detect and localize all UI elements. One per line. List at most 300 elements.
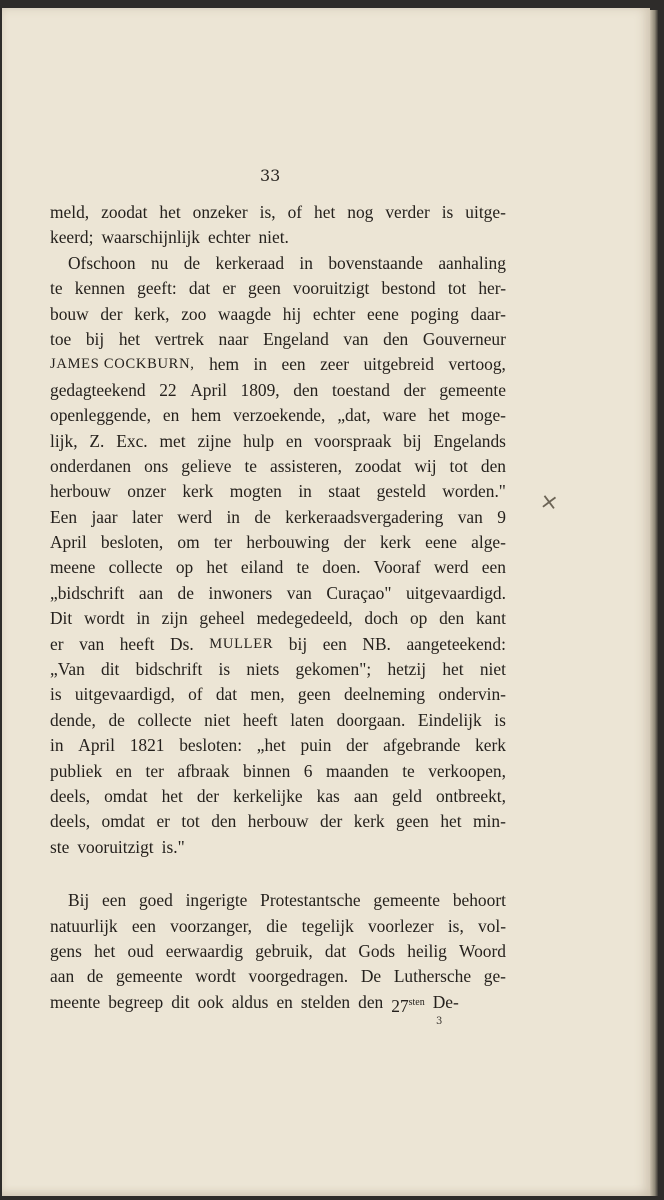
word: bij	[403, 430, 422, 451]
word: tot	[181, 811, 200, 832]
word: Ds.	[170, 633, 194, 654]
text-line	[50, 454, 506, 479]
paragraph-3	[50, 888, 506, 1015]
word: kerk	[182, 481, 214, 502]
word: te	[50, 278, 63, 299]
text-line	[50, 964, 506, 989]
word: 1821	[129, 735, 165, 756]
word: echter	[207, 227, 251, 248]
word: waarschijnlijk	[101, 227, 200, 248]
word: uitge-	[465, 202, 506, 222]
word: „dat,	[337, 405, 371, 426]
word: der	[343, 532, 366, 553]
text-line	[50, 682, 506, 707]
word: openleggende,	[50, 405, 151, 426]
text-line	[50, 200, 506, 225]
text-line	[50, 403, 506, 428]
word: geeft:	[137, 278, 177, 299]
word: bij	[85, 328, 105, 349]
word: de	[108, 709, 125, 730]
word: puin	[300, 735, 332, 756]
word: kerkelijke	[233, 785, 303, 806]
word: verder	[385, 202, 430, 222]
word: om	[177, 532, 200, 553]
word: afbraak	[177, 760, 230, 781]
word: Dit	[50, 608, 73, 629]
word: het	[314, 202, 336, 222]
word: meente	[50, 991, 101, 1012]
word: gekomen";	[295, 659, 372, 680]
word: nog	[347, 202, 374, 222]
word: in	[226, 506, 240, 527]
word: vol-	[477, 915, 506, 936]
word: de	[177, 582, 194, 603]
word: herbouw	[50, 481, 111, 502]
word: bouw	[50, 303, 89, 324]
word: eiland	[240, 557, 284, 578]
word: zoo	[181, 303, 207, 324]
text-line	[50, 581, 506, 606]
word: 27sten	[391, 990, 425, 1015]
word: hem	[191, 405, 222, 426]
word: herbouwing	[246, 532, 330, 553]
word: wordt	[83, 608, 125, 629]
word: de	[254, 506, 271, 527]
word: der	[320, 811, 343, 832]
word: gebruik,	[255, 940, 313, 961]
word: kas	[316, 785, 340, 806]
word: is	[218, 659, 231, 680]
word: gemeente	[373, 890, 441, 911]
word: natuurlijk	[50, 915, 118, 936]
word: is."	[161, 836, 185, 857]
word: het	[440, 811, 462, 832]
word: „Van	[50, 659, 85, 680]
word: deelneming	[343, 684, 426, 705]
page-edge	[650, 10, 658, 1196]
word: of	[287, 202, 303, 222]
word: kerk	[475, 735, 506, 756]
word: geen	[396, 811, 429, 832]
word: dat	[215, 684, 238, 705]
word: van	[343, 328, 369, 349]
word: doorgaan.	[336, 709, 406, 730]
word: aldus	[231, 991, 269, 1012]
text-line	[50, 733, 506, 758]
word: eene	[425, 532, 457, 553]
word: „bidschrift	[50, 582, 125, 603]
word: ware	[382, 405, 417, 426]
word: zoodat	[354, 455, 402, 476]
word: een	[281, 354, 306, 375]
word: toe	[50, 328, 72, 349]
word: bij	[288, 633, 308, 654]
word: dende,	[50, 709, 96, 730]
word: naar	[218, 328, 249, 349]
word: of	[188, 684, 203, 705]
word: gemeente	[439, 379, 506, 400]
word: een	[131, 915, 156, 936]
word: een	[102, 890, 127, 911]
text-line	[50, 835, 506, 860]
word: gesteld	[376, 481, 426, 502]
text-line	[50, 888, 506, 913]
word: maanden	[325, 760, 389, 781]
word: gedagteekend	[50, 379, 146, 400]
word: wij	[414, 455, 437, 476]
word: goed	[138, 890, 173, 911]
text-line	[50, 530, 506, 555]
text-line	[50, 990, 506, 1015]
word: dat	[188, 278, 211, 299]
word: jaar	[91, 506, 118, 527]
word: geen	[297, 684, 331, 705]
text-line	[50, 939, 506, 964]
word: het	[161, 785, 183, 806]
word: en	[115, 760, 133, 781]
word: op	[409, 608, 428, 629]
word: onzer	[127, 481, 166, 502]
word: ook	[197, 991, 224, 1012]
word: hij	[282, 303, 302, 324]
book-page	[2, 8, 650, 1196]
word: omdat	[101, 811, 145, 832]
word: voorlezer	[367, 915, 434, 936]
paragraph-2	[50, 251, 506, 860]
word: Gouverneur	[422, 328, 506, 349]
word: 22	[159, 379, 177, 400]
word: stelden	[300, 991, 351, 1012]
word: zijne	[197, 430, 232, 451]
word: ons	[144, 455, 169, 476]
word: min-	[473, 811, 506, 832]
word: het	[94, 940, 116, 961]
word: is	[441, 202, 454, 222]
word: Engeland	[263, 328, 329, 349]
word: Een	[50, 506, 78, 527]
word: verzoekende,	[233, 405, 326, 426]
word: onderdanen	[50, 455, 132, 476]
word: zoodat	[101, 202, 148, 222]
word: assisteren,	[270, 455, 342, 476]
word: Gods	[358, 940, 396, 961]
word: heeft	[119, 633, 155, 654]
word: behoort	[452, 890, 506, 911]
word: uitgevaardigd,	[74, 684, 175, 705]
word: doch	[364, 608, 399, 629]
word: NB.	[362, 633, 391, 654]
word: er	[50, 633, 64, 654]
word: medegedeeld,	[256, 608, 353, 629]
word: poging	[410, 303, 459, 324]
word: De-	[432, 991, 459, 1012]
word: werd	[177, 506, 213, 527]
word: laten	[290, 709, 324, 730]
word: kerk	[353, 811, 385, 832]
word: Woord	[459, 940, 506, 961]
word: het	[428, 405, 450, 426]
text-line	[50, 225, 506, 250]
word: zijn	[161, 608, 188, 629]
word: ondervin-	[438, 684, 506, 705]
word: collecte	[108, 557, 163, 578]
word: is	[50, 684, 62, 705]
word: geld	[392, 785, 422, 806]
word: den	[439, 608, 465, 629]
word: Vooraf	[373, 557, 421, 578]
word: uitgebreid	[363, 354, 434, 375]
word: in	[50, 735, 64, 756]
word: gens	[50, 940, 82, 961]
word: die	[266, 915, 288, 936]
word: met	[159, 430, 186, 451]
word: Engelands	[433, 430, 506, 451]
word: een	[481, 557, 506, 578]
word: kerkeraad	[215, 252, 285, 273]
word: herbouw	[247, 811, 309, 832]
word: aangeteekend:	[406, 633, 506, 654]
word: en	[276, 991, 293, 1012]
word: den	[383, 328, 409, 349]
text-line	[50, 759, 506, 784]
word: aan	[50, 966, 75, 987]
word: ter	[213, 532, 233, 553]
text-line	[50, 378, 506, 403]
word: lijk,	[50, 430, 78, 451]
word: een	[322, 633, 347, 654]
word: en	[285, 430, 303, 451]
word: vooruitzigt	[293, 278, 370, 299]
margin-pencil-mark: ×	[538, 488, 561, 517]
word: tot	[449, 455, 468, 476]
word: werd	[433, 557, 469, 578]
word: Bij	[68, 890, 90, 911]
page-number: 33	[260, 166, 281, 185]
word: Z.	[89, 430, 105, 451]
word: bidschrift	[135, 659, 203, 680]
word: voorzanger,	[170, 915, 253, 936]
word: keerd;	[50, 227, 94, 248]
word: wordt	[195, 966, 236, 987]
word: geheel	[199, 608, 245, 629]
word: den	[480, 455, 506, 476]
word: afgebrande	[383, 735, 461, 756]
word: heeft	[242, 709, 278, 730]
word: verkoopen,	[428, 760, 506, 781]
word: is	[494, 709, 506, 730]
word: eerwaardig	[165, 940, 244, 961]
word: moge-	[461, 405, 506, 426]
text-line	[50, 479, 506, 504]
word: in	[136, 608, 150, 629]
word: MULLER	[209, 635, 274, 652]
word: der	[403, 379, 426, 400]
word: echter	[312, 303, 356, 324]
word: oud	[127, 940, 154, 961]
word: Luthersche	[393, 966, 472, 987]
paragraph-gap	[50, 860, 506, 888]
word: van	[457, 506, 483, 527]
word: April	[78, 735, 115, 756]
paragraph-1	[50, 200, 506, 251]
text-line	[50, 327, 506, 352]
word: tot	[447, 278, 467, 299]
word: alge-	[471, 532, 506, 553]
text-line	[50, 352, 506, 377]
word: daar-	[470, 303, 506, 324]
word: kennen	[74, 278, 125, 299]
word: ingerigte	[185, 890, 248, 911]
word: later	[131, 506, 163, 527]
word: 1809,	[240, 379, 280, 400]
word: worden."	[442, 481, 506, 502]
word: „het	[256, 735, 286, 756]
word: der	[196, 785, 220, 806]
word: vertrek	[154, 328, 204, 349]
word: Protestantsche	[260, 890, 361, 911]
word: gelieve	[181, 455, 232, 476]
text-line	[50, 632, 506, 657]
word: op	[175, 557, 194, 578]
word: is,	[259, 202, 276, 222]
word: toestand	[331, 379, 390, 400]
word: het	[118, 328, 141, 349]
word: her-	[478, 278, 506, 299]
word: is,	[447, 915, 464, 936]
word: April	[190, 379, 227, 400]
word: ontbreekt,	[435, 785, 506, 806]
word: 9	[497, 506, 506, 527]
word: de	[86, 966, 104, 987]
word: bestond	[381, 278, 436, 299]
word: den	[211, 811, 237, 832]
signature-mark: 3	[436, 1016, 443, 1027]
word: in	[299, 252, 313, 273]
word: kerk,	[134, 303, 170, 324]
text-line	[50, 555, 506, 580]
text-line	[50, 606, 506, 631]
word: vooruitzigt	[77, 836, 154, 857]
word: omdat	[104, 785, 148, 806]
word: tegelijk	[301, 915, 354, 936]
word: Ofschoon	[68, 252, 136, 273]
word: in	[253, 354, 268, 375]
text-line	[50, 784, 506, 809]
word: en	[162, 405, 180, 426]
text-line	[50, 276, 506, 301]
word: van	[286, 582, 312, 603]
word: ste	[50, 836, 70, 857]
word: hulp	[243, 430, 275, 451]
word: April	[50, 532, 87, 553]
word: inwoners	[208, 582, 273, 603]
word: eene	[367, 303, 399, 324]
word: kerk	[380, 532, 411, 553]
body-text	[50, 200, 506, 1015]
word: ge-	[483, 966, 506, 987]
word: doen.	[322, 557, 361, 578]
word: vertoog,	[448, 354, 506, 375]
word: nu	[150, 252, 169, 273]
word: dit	[171, 991, 190, 1012]
word: besloten,	[100, 532, 164, 553]
word: het	[206, 557, 228, 578]
text-line	[50, 809, 506, 834]
text-line	[50, 914, 506, 939]
word: dit	[101, 659, 120, 680]
word: er	[156, 811, 170, 832]
word: kant	[475, 608, 506, 629]
word: voorspraak	[314, 430, 392, 451]
word: De	[360, 966, 382, 987]
word: zeer	[320, 354, 350, 375]
word: hem	[209, 354, 240, 375]
word: het	[159, 202, 181, 222]
word: van	[79, 633, 105, 654]
word: der	[100, 303, 123, 324]
word: niets	[246, 659, 280, 680]
word: de	[183, 252, 201, 273]
word: men,	[250, 684, 285, 705]
word: deels,	[50, 785, 91, 806]
word: in	[298, 481, 312, 502]
word: kerkeraadsvergadering	[285, 506, 444, 527]
word: heilig	[407, 940, 447, 961]
word: besloten:	[179, 735, 243, 756]
word: Curaçao"	[326, 582, 392, 603]
word: ter	[145, 760, 164, 781]
word: publiek	[50, 760, 103, 781]
text-line	[50, 302, 506, 327]
text-line	[50, 429, 506, 454]
word: niet	[204, 709, 231, 730]
text-line	[50, 708, 506, 733]
word: meene	[50, 557, 96, 578]
word: binnen	[242, 760, 291, 781]
text-line	[50, 657, 506, 682]
word: te	[244, 455, 258, 476]
word: deels,	[50, 811, 91, 832]
word: er	[222, 278, 236, 299]
word: uitgevaardigd.	[405, 582, 506, 603]
word: Eindelijk	[417, 709, 482, 730]
word: collecte	[137, 709, 192, 730]
word: te	[296, 557, 310, 578]
word: der	[346, 735, 369, 756]
word: meld,	[50, 202, 90, 222]
word: voorgedragen.	[248, 966, 349, 987]
word: staat	[328, 481, 361, 502]
word: mogten	[229, 481, 282, 502]
word: Exc.	[116, 430, 148, 451]
word: dat	[324, 940, 347, 961]
word: aan	[353, 785, 378, 806]
word: 6	[303, 760, 313, 781]
word: bovenstaande	[328, 252, 423, 273]
word: waagde	[218, 303, 272, 324]
word: gemeente	[115, 966, 183, 987]
word: niet	[479, 659, 506, 680]
text-line	[50, 505, 506, 530]
word: begreep	[108, 991, 164, 1012]
word: JAMES COCKBURN,	[50, 356, 195, 373]
word: niet.	[258, 227, 289, 248]
text-line	[50, 251, 506, 276]
word: den	[358, 991, 384, 1012]
word: onzeker	[192, 202, 248, 222]
word: den	[293, 379, 319, 400]
word: aan	[138, 582, 164, 603]
